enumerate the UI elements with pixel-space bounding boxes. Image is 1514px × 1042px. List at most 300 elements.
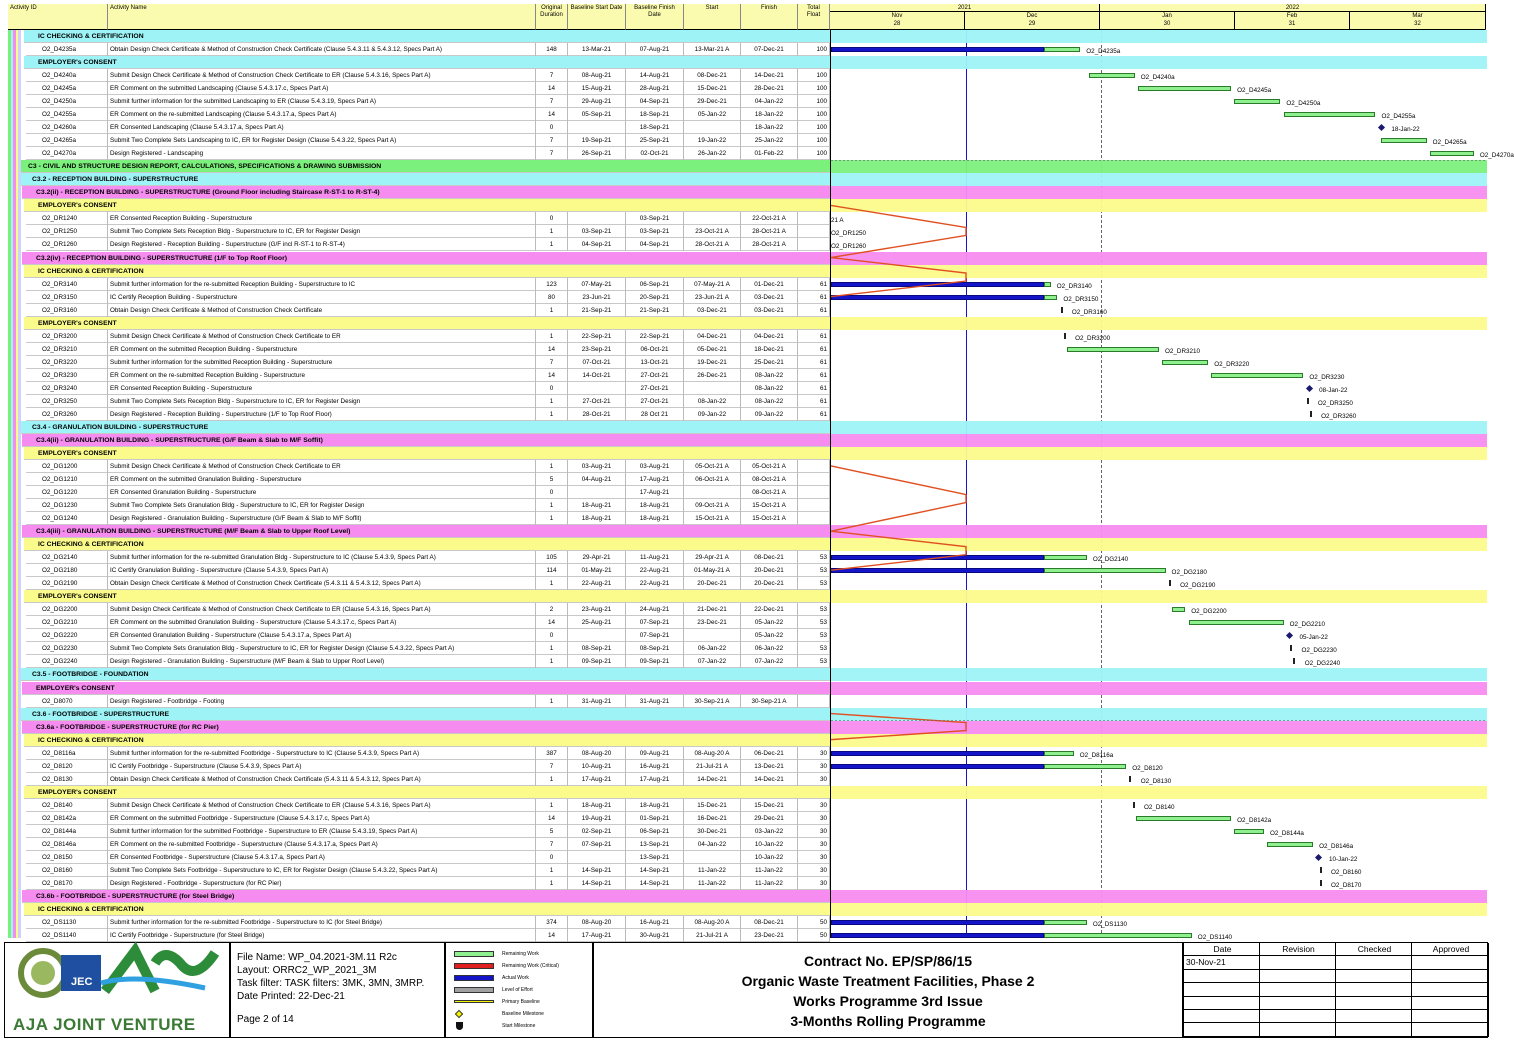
cell-fi: 10-Jan-22	[741, 851, 798, 864]
activity-row[interactable]	[26, 304, 830, 317]
cell-fi: 06-Dec-21	[741, 747, 798, 760]
cell-bs: 23-Sep-21	[568, 343, 626, 356]
cell-bf: 18-Aug-21	[626, 512, 684, 525]
cell-dur: 1	[536, 499, 568, 512]
cell-st: 29-Dec-21	[684, 95, 741, 108]
bar-label: O2_D8140	[1144, 803, 1175, 811]
cell-tf: 53	[798, 655, 830, 668]
activity-row[interactable]	[26, 564, 830, 577]
cell-id: O2_D4260a	[26, 121, 108, 134]
activity-row[interactable]	[26, 69, 830, 82]
wbs-band-title: EMPLOYER's CONSENT	[38, 202, 117, 210]
legend-label: Remaining Work (Critical)	[502, 963, 559, 969]
cell-bf: 02-Oct-21	[626, 147, 684, 160]
wbs-band[interactable]	[24, 56, 830, 69]
cell-id: O2_DG1200	[26, 460, 108, 473]
bar-label: O2_D4270a	[1479, 152, 1514, 160]
cell-tf: 50	[798, 916, 830, 929]
cell-id: O2_DR1260	[26, 238, 108, 251]
activity-row[interactable]	[26, 460, 830, 473]
cell-st: 05-Dec-21	[684, 343, 741, 356]
cell-bf: 06-Sep-21	[626, 278, 684, 291]
wbs-band-title: EMPLOYER's CONSENT	[38, 449, 117, 457]
cell-fi: 23-Dec-21	[741, 929, 798, 942]
cell-id: O2_DG2210	[26, 616, 108, 629]
cell-bs: 25-Aug-21	[568, 616, 626, 629]
file-name: File Name: WP_04.2021-3M.11 R2c	[237, 952, 397, 963]
wbs-band[interactable]	[22, 890, 830, 903]
activity-row[interactable]	[26, 121, 830, 134]
activity-row[interactable]	[26, 369, 830, 382]
wbs-band[interactable]	[20, 708, 830, 721]
cell-st: 26-Dec-21	[684, 369, 741, 382]
cell-bs: 07-Oct-21	[568, 356, 626, 369]
bar-label: O2_D4250a	[1286, 100, 1321, 108]
cell-bs: 08-Aug-20	[568, 747, 626, 760]
cell-dur: 1	[536, 695, 568, 708]
activity-row[interactable]	[26, 278, 830, 291]
activity-row[interactable]	[26, 147, 830, 160]
activity-row[interactable]	[26, 747, 830, 760]
cell-bs: 10-Aug-21	[568, 760, 626, 773]
activity-row[interactable]	[26, 760, 830, 773]
cell-fi: 11-Jan-22	[741, 864, 798, 877]
wbs-band[interactable]	[22, 721, 830, 734]
cell-fi: 28-Dec-21	[741, 82, 798, 95]
cell-fi: 03-Dec-21	[741, 291, 798, 304]
activity-row[interactable]	[26, 655, 830, 668]
cell-id: O2_DR3260	[26, 408, 108, 421]
activity-row[interactable]	[26, 929, 830, 942]
wbs-band[interactable]	[24, 590, 830, 603]
cell-fi: 05-Jan-22	[741, 616, 798, 629]
cell-tf: 100	[798, 43, 830, 56]
cell-bs: 07-Sep-21	[568, 838, 626, 851]
bar-label: O2_DR3200	[1075, 334, 1111, 342]
cell-bf: 16-Aug-21	[626, 916, 684, 929]
cell-bs: 31-Aug-21	[568, 695, 626, 708]
cell-tf: 30	[798, 760, 830, 773]
cell-name: ER Comment on the submitted Reception Building - Superstructure	[108, 343, 536, 356]
activity-row[interactable]	[26, 82, 830, 95]
cell-tf: 53	[798, 551, 830, 564]
cell-bf: 13-Sep-21	[626, 851, 684, 864]
cell-name: Submit further information for the submitted Landscaping to ER (Clause 5.4.3.19, Specs Part A)	[108, 95, 536, 108]
activity-row[interactable]	[26, 291, 830, 304]
activity-row[interactable]	[26, 382, 830, 395]
date-printed: Date Printed: 22-Dec-21	[237, 991, 345, 1002]
cell-tf: 30	[798, 747, 830, 760]
cell-tf: 61	[798, 356, 830, 369]
logic-link-line	[831, 466, 966, 531]
cell-id: O2_D8144a	[26, 825, 108, 838]
cell-tf: 53	[798, 642, 830, 655]
wbs-band[interactable]	[24, 199, 830, 212]
cell-tf: 30	[798, 838, 830, 851]
activity-row[interactable]	[26, 877, 830, 890]
activity-row[interactable]	[26, 356, 830, 369]
cell-bs	[568, 486, 626, 499]
col-header-original-duration[interactable]: Original Duration	[536, 4, 568, 30]
cell-dur: 1	[536, 773, 568, 786]
cell-tf: 61	[798, 304, 830, 317]
cell-id: O2_D8150	[26, 851, 108, 864]
cell-st: 11-Jan-22	[684, 877, 741, 890]
revision-cell	[1184, 983, 1260, 996]
activity-row[interactable]	[26, 43, 830, 56]
cell-name: Design Registered - Reception Building - Superstructure (1/F to Top Roof Floor)	[108, 408, 536, 421]
activity-row[interactable]	[26, 395, 830, 408]
jec-mark: JEC	[71, 976, 93, 988]
cell-dur: 0	[536, 486, 568, 499]
activity-row[interactable]	[26, 473, 830, 486]
wbs-band[interactable]	[20, 668, 830, 681]
cell-tf: 53	[798, 603, 830, 616]
cell-dur: 7	[536, 69, 568, 82]
wbs-band-title: EMPLOYER's CONSENT	[38, 59, 117, 67]
wbs-band-title: EMPLOYER's CONSENT	[36, 684, 115, 692]
cell-fi: 04-Dec-21	[741, 330, 798, 343]
timescale-month	[1100, 12, 1235, 29]
cell-dur: 7	[536, 838, 568, 851]
cell-bs: 02-Sep-21	[568, 825, 626, 838]
cell-bs: 05-Sep-21	[568, 108, 626, 121]
wbs-band[interactable]	[22, 682, 830, 695]
cell-dur: 105	[536, 551, 568, 564]
timescale-month	[1235, 12, 1350, 29]
cell-id: O2_D4255a	[26, 108, 108, 121]
bar-label: O2_D8116a	[1079, 751, 1114, 759]
cell-fi: 15-Oct-21 A	[741, 512, 798, 525]
cell-st: 28-Oct-21 A	[684, 238, 741, 251]
wbs-band[interactable]	[22, 186, 830, 199]
col-header-activity-id[interactable]: Activity ID	[8, 4, 108, 30]
cell-fi: 01-Dec-21	[741, 278, 798, 291]
cell-bf: 22-Aug-21	[626, 564, 684, 577]
wbs-band-title: C3.4 - GRANULATION BUILDING - SUPERSTRUCTURE	[32, 423, 209, 431]
cell-fi: 05-Jan-22	[741, 629, 798, 642]
wbs-band[interactable]	[22, 252, 830, 265]
logic-link-line	[831, 531, 966, 570]
project-name: Organic Waste Treatment Facilities, Phase 2	[741, 973, 1035, 989]
cell-id: O2_D8130	[26, 773, 108, 786]
legend-swatch-icon	[455, 1010, 463, 1018]
wbs-band[interactable]	[24, 903, 830, 916]
bar-label: O2_DR3220	[1214, 360, 1250, 368]
cell-st: 09-Jan-22	[684, 408, 741, 421]
activity-row[interactable]	[26, 838, 830, 851]
cell-dur: 387	[536, 747, 568, 760]
bar-label: 18-Jan-22	[1391, 126, 1420, 134]
timescale-month	[830, 12, 965, 29]
activity-row[interactable]	[26, 238, 830, 251]
bar-label: O2_DR3210	[1165, 347, 1201, 355]
cell-fi: 03-Jan-22	[741, 825, 798, 838]
bar-label: O2_DG2210	[1289, 621, 1325, 629]
cell-st: 11-Jan-22	[684, 864, 741, 877]
cell-bf: 28-Aug-21	[626, 82, 684, 95]
cell-tf: 30	[798, 877, 830, 890]
cell-dur: 114	[536, 564, 568, 577]
timescale-month	[1350, 12, 1486, 29]
activity-row[interactable]	[26, 551, 830, 564]
col-header-baseline-start[interactable]: Baseline Start Date	[568, 4, 626, 30]
activity-row[interactable]	[26, 695, 830, 708]
cell-fi: 22-Dec-21	[741, 603, 798, 616]
cell-st: 20-Dec-21	[684, 577, 741, 590]
wbs-band[interactable]	[24, 786, 830, 799]
legend-label: Primary Baseline	[502, 999, 540, 1005]
cell-dur: 14	[536, 108, 568, 121]
legend-label: Start Milestone	[502, 1023, 536, 1029]
cell-name: Obtain Design Check Certificate & Method of Construction Check Certificate (Clause 5.4.3.11 & 5.4.3.12, Specs Part A)	[108, 43, 536, 56]
revision-cell	[1336, 997, 1412, 1010]
legend-swatch-icon	[454, 975, 494, 981]
wbs-band[interactable]	[24, 734, 830, 747]
week-label: 31	[1288, 21, 1296, 27]
wbs-band[interactable]	[24, 447, 830, 460]
cell-tf: 61	[798, 343, 830, 356]
wbs-band-title: IC CHECKING & CERTIFICATION	[38, 267, 144, 275]
activity-row[interactable]	[26, 577, 830, 590]
cell-name: Submit Design Check Certificate & Method of Construction Check Certificate to ER (Clause 5.4.3.16, Specs Part A)	[108, 799, 536, 812]
activity-row[interactable]	[26, 642, 830, 655]
cell-name: ER Consented Granulation Building - Superstructure (Clause 5.4.3.17.a, Specs Part A)	[108, 629, 536, 642]
activity-row[interactable]	[26, 603, 830, 616]
contract-number: Contract No. EP/SP/86/15	[803, 953, 973, 969]
wbs-band[interactable]	[24, 265, 830, 278]
cell-dur: 1	[536, 408, 568, 421]
cell-dur: 374	[536, 916, 568, 929]
wbs-band[interactable]	[18, 160, 830, 173]
logic-links	[831, 30, 1487, 938]
cell-bf: 01-Sep-21	[626, 812, 684, 825]
wbs-band[interactable]	[20, 173, 830, 186]
cell-bf: 21-Sep-21	[626, 304, 684, 317]
wbs-band-title: IC CHECKING & CERTIFICATION	[38, 736, 144, 744]
revision-cell	[1412, 1023, 1489, 1036]
cell-bf: 07-Aug-21	[626, 43, 684, 56]
col-header-activity-name[interactable]: Activity Name	[108, 4, 536, 30]
cell-st: 23-Dec-21	[684, 616, 741, 629]
cell-dur: 1	[536, 642, 568, 655]
activity-row[interactable]	[26, 851, 830, 864]
revision-cell	[1336, 1023, 1412, 1036]
activity-row[interactable]	[26, 629, 830, 642]
cell-name: ER Consented Reception Building - Superstructure	[108, 212, 536, 225]
cell-st	[684, 382, 741, 395]
revision-cell	[1260, 983, 1336, 996]
cell-id: O2_DR1240	[26, 212, 108, 225]
cell-id: O2_DG2230	[26, 642, 108, 655]
cell-name: Submit Two Complete Sets Reception Bldg - Superstructure to IC, ER for Register Design	[108, 395, 536, 408]
cell-id: O2_DR3160	[26, 304, 108, 317]
wbs-band-title: C3.6a - FOOTBRIDGE - SUPERSTRUCTURE (for RC Pier)	[36, 723, 219, 731]
activity-row[interactable]	[26, 512, 830, 525]
cell-bf: 16-Aug-21	[626, 760, 684, 773]
col-header-total-float[interactable]: Total Float	[798, 4, 830, 30]
activity-row[interactable]	[26, 486, 830, 499]
cell-dur: 1	[536, 460, 568, 473]
wbs-band[interactable]	[22, 434, 830, 447]
cell-id: O2_DR3230	[26, 369, 108, 382]
week-label: 30	[1163, 21, 1171, 27]
legend-label: Baseline Milestone	[502, 1011, 544, 1017]
legend-item	[454, 961, 594, 971]
cell-dur: 80	[536, 291, 568, 304]
cell-bf: 18-Sep-21	[626, 121, 684, 134]
cell-bf: 17-Aug-21	[626, 486, 684, 499]
cell-id: O2_DG2190	[26, 577, 108, 590]
wbs-band[interactable]	[24, 30, 830, 43]
month-label: Nov	[891, 13, 903, 19]
legend-item	[454, 1009, 594, 1019]
revision-box	[1183, 942, 1488, 1038]
cell-st: 15-Dec-21	[684, 82, 741, 95]
cell-name: Submit Two Complete Sets Footbridge - Superstructure to IC, ER for Register Design (Clause 5.4.3.22, Specs Part A)	[108, 864, 536, 877]
cell-id: O2_DR3220	[26, 356, 108, 369]
cell-fi: 18-Jan-22	[741, 121, 798, 134]
activity-row[interactable]	[26, 812, 830, 825]
cell-id: O2_DG1220	[26, 486, 108, 499]
cell-dur: 148	[536, 43, 568, 56]
cell-st: 08-Jan-22	[684, 395, 741, 408]
wbs-band[interactable]	[24, 317, 830, 330]
wbs-band[interactable]	[20, 421, 830, 434]
bar-label: O2_DG2230	[1301, 647, 1337, 655]
cell-fi: 13-Dec-21	[741, 760, 798, 773]
revision-cell	[1412, 1010, 1489, 1023]
revision-cell	[1260, 970, 1336, 983]
cell-bf: 20-Sep-21	[626, 291, 684, 304]
cell-bs: 29-Aug-21	[568, 95, 626, 108]
activity-row[interactable]	[26, 616, 830, 629]
cell-id: O2_D4265a	[26, 134, 108, 147]
bar-label: O2_DG2240	[1304, 660, 1341, 668]
activity-row[interactable]	[26, 108, 830, 121]
cell-name: ER Comment on the re-submitted Footbridge - Superstructure (Clause 5.4.3.17.a, Specs Part A)	[108, 838, 536, 851]
legend-label: Level of Effort	[502, 987, 533, 993]
cell-st: 09-Oct-21 A	[684, 499, 741, 512]
cell-st: 06-Jan-22	[684, 642, 741, 655]
cell-bs: 19-Aug-21	[568, 812, 626, 825]
activity-row[interactable]	[26, 916, 830, 929]
bar-label: O2_DR3250	[1317, 399, 1353, 407]
bar-label: O2_DG2200	[1191, 608, 1227, 616]
cell-name: ER Consented Reception Building - Superstructure	[108, 382, 536, 395]
col-header-start[interactable]: Start	[684, 4, 741, 30]
legend-item	[454, 997, 594, 1007]
bar-label: O2_DR3260	[1321, 412, 1357, 420]
revision-cell	[1184, 997, 1260, 1010]
cell-st: 08-Dec-21	[684, 69, 741, 82]
cell-bf: 13-Sep-21	[626, 838, 684, 851]
cell-tf: 53	[798, 577, 830, 590]
wbs-band[interactable]	[22, 525, 830, 538]
activity-row[interactable]	[26, 212, 830, 225]
activity-row[interactable]	[26, 825, 830, 838]
activity-row[interactable]	[26, 864, 830, 877]
cell-bs: 21-Sep-21	[568, 304, 626, 317]
cell-bs: 18-Aug-21	[568, 499, 626, 512]
cell-st: 05-Oct-21 A	[684, 460, 741, 473]
cell-dur: 7	[536, 356, 568, 369]
cell-bf: 25-Sep-21	[626, 134, 684, 147]
bar-label: O2_D8144a	[1269, 829, 1304, 837]
activity-row[interactable]	[26, 773, 830, 786]
cell-name: Submit further information for the re-submitted Footbridge - Superstructure to IC (for Steel Bridge)	[108, 916, 536, 929]
cell-st: 30-Dec-21	[684, 825, 741, 838]
cell-name: Obtain Design Check Certificate & Method of Construction Check Certificate (5.4.3.11 & 5.4.3.12, Specs Part A)	[108, 773, 536, 786]
activity-row[interactable]	[26, 343, 830, 356]
activity-row[interactable]	[26, 499, 830, 512]
cell-tf: 30	[798, 851, 830, 864]
bar-label: O2_DG2190	[1180, 582, 1216, 590]
cell-id: O2_D4240a	[26, 69, 108, 82]
cell-st	[684, 629, 741, 642]
activity-row[interactable]	[26, 225, 830, 238]
cell-bf: 27-Oct-21	[626, 369, 684, 382]
cell-name: ER Comment on the submitted Landscaping (Clause 5.4.3.17.c, Specs Part A)	[108, 82, 536, 95]
cell-name: Submit further information for the submitted Footbridge - Superstructure to ER (Clause 5.4.3.19, Specs Part A)	[108, 825, 536, 838]
cell-bs: 22-Sep-21	[568, 330, 626, 343]
cell-bs: 17-Aug-21	[568, 929, 626, 942]
cell-name: Design Registered - Landscaping	[108, 147, 536, 160]
activity-row[interactable]	[26, 134, 830, 147]
cell-dur: 1	[536, 395, 568, 408]
cell-fi: 15-Oct-21 A	[741, 499, 798, 512]
cell-tf: 100	[798, 121, 830, 134]
cell-st: 23-Oct-21 A	[684, 225, 741, 238]
cell-fi: 20-Dec-21	[741, 564, 798, 577]
bar-label: O2_D4245a	[1237, 87, 1272, 95]
cell-bs	[568, 382, 626, 395]
cell-id: O2_D4245a	[26, 82, 108, 95]
col-header-finish[interactable]: Finish	[741, 4, 798, 30]
cell-name: Submit Two Complete Sets Reception Bldg - Superstructure to IC, ER for Register Design	[108, 225, 536, 238]
activity-row[interactable]	[26, 799, 830, 812]
cell-bf: 03-Sep-21	[626, 212, 684, 225]
revision-cell	[1260, 997, 1336, 1010]
cell-fi: 08-Jan-22	[741, 382, 798, 395]
activity-row[interactable]	[26, 95, 830, 108]
wbs-band-title: EMPLOYER's CONSENT	[38, 788, 117, 796]
wbs-band[interactable]	[24, 538, 830, 551]
cell-dur: 1	[536, 799, 568, 812]
col-header-baseline-finish[interactable]: Baseline Finish Date	[626, 4, 684, 30]
cell-fi: 30-Sep-21 A	[741, 695, 798, 708]
cell-bs: 15-Aug-21	[568, 82, 626, 95]
cell-dur: 14	[536, 812, 568, 825]
activity-row[interactable]	[26, 408, 830, 421]
cell-name: Design Registered - Granulation Building - Superstructure (M/F Beam & Slab to Upper Roof Level)	[108, 655, 536, 668]
cell-id: O2_D8146a	[26, 838, 108, 851]
cell-dur: 0	[536, 212, 568, 225]
bar-label: O2_D8170	[1330, 881, 1362, 889]
cell-dur: 7	[536, 134, 568, 147]
layout-name: Layout: ORRC2_WP_2021_3M	[237, 965, 377, 976]
cell-name: Submit Design Check Certificate & Method of Construction Check Certificate to ER (Clause 5.4.3.16, Specs Part A)	[108, 603, 536, 616]
wbs-band-title: C3.6 - FOOTBRIDGE - SUPERSTRUCTURE	[32, 710, 170, 718]
activity-row[interactable]	[26, 330, 830, 343]
cell-st: 26-Jan-22	[684, 147, 741, 160]
month-label: Mar	[1412, 13, 1423, 19]
cell-st: 07-Jan-22	[684, 655, 741, 668]
cell-dur: 14	[536, 343, 568, 356]
revision-cell	[1260, 1023, 1336, 1036]
cell-bs: 01-May-21	[568, 564, 626, 577]
cell-id: O2_DR3140	[26, 278, 108, 291]
